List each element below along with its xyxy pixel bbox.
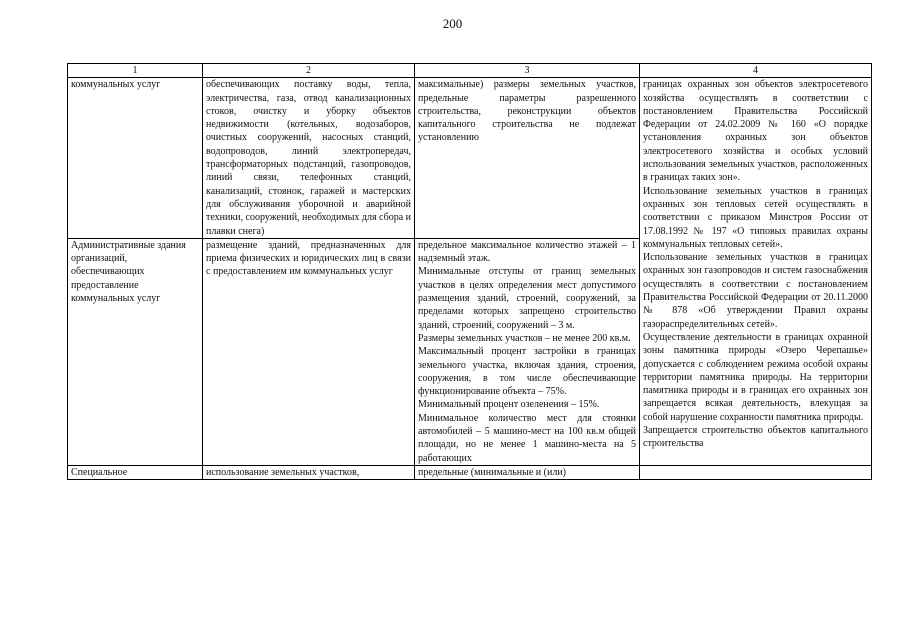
use-description-cell: размещение зданий, предназначенных для приема физических и юридических лиц в связи с предоставлением им коммунальных услуг	[203, 238, 415, 465]
use-type-cell: Специальное	[68, 465, 203, 479]
column-number-2: 2	[203, 64, 415, 78]
parameter-paragraph: Максимальный процент застройки в границах земельного участка, включая здания, строения, сооружения, в том числе обеспечивающие функционирование объекта – 75%.	[418, 346, 636, 398]
use-type-cell: Административные здания организаций, обеспечивающих предоставление коммунальных услуг	[68, 238, 203, 465]
parameters-cell: максимальные) размеры земельных участков, предельные параметры разрешенного строительства, реконструкции объектов капитального строительства не подлежат установлению	[415, 78, 640, 239]
restriction-paragraph: Использование земельных участков в границах охранных зон тепловых сетей осуществлять в соответствии с приказом Минстроя России от 17.08.1992 № 197 «О типовых правилах охраны коммунальных тепловых сетей».	[643, 185, 868, 250]
parameter-paragraph: Минимальное количество мест для стоянки автомобилей – 5 машино-мест на 100 кв.м общей площади, но не менее 1 машино-места на 5 работающих	[418, 412, 636, 464]
parameter-paragraph: Минимальные отступы от границ земельных участков в целях определения мест допустимого размещения зданий, строений, сооружений, за пределами которых запрещено строительство зданий, строений, сооружений – 3 м.	[418, 266, 636, 331]
zoning-table	[67, 63, 872, 480]
parameter-paragraph: Минимальный процент озеленения – 15%.	[418, 399, 600, 411]
use-description-cell: обеспечивающих поставку воды, тепла, электричества, газа, отвод канализационных стоков, очистку и уборку объектов недвижимости (котельных, водозаборов, очистных сооружений, насосных станций, водопроводов, линий электропередач, трансформаторных подстанций, газопроводов, линий связи, телефонных станций, канализаций, стоянок, гаражей и мастерских для обслуживания уборочной и аварийной техники, сооружений, необходимых для сбора и плавки снега)	[203, 78, 415, 239]
restrictions-cell	[640, 78, 872, 466]
restriction-paragraph: Осуществление деятельности в границах охранной зоны памятника природы «Озеро Черепашье» допускается с соблюдением режима особой охраны территории памятника природы. На территории памятника природы и в границах его охранных зон запрещается всякая деятельность, влекущая за собой нарушение сохранности памятника природы.	[643, 331, 868, 423]
table-header-row	[68, 64, 872, 78]
restriction-paragraph: Использование земельных участков в границах охранных зон газопроводов и систем газоснабжения осуществлять в соответствии с постановлением Правительства Российской Федерации от 20.11.2000 № 878 «Об утверждении Правил охраны газораспределительных сетей».	[643, 252, 868, 330]
column-number-3: 3	[415, 64, 640, 78]
parameter-paragraph: предельное максимальное количество этажей – 1 надземный этаж.	[418, 239, 636, 265]
use-description-cell: использование земельных участков,	[203, 465, 415, 479]
restrictions-cell	[640, 465, 872, 479]
parameters-cell: предельные (минимальные и (или)	[415, 465, 640, 479]
parameters-cell	[415, 238, 640, 465]
parameter-paragraph: Размеры земельных участков – не менее 200 кв.м.	[418, 332, 631, 344]
restriction-paragraph: Запрещается строительство объектов капитального строительства	[643, 425, 868, 450]
column-number-1: 1	[68, 64, 203, 78]
restriction-paragraph: границах охранных зон объектов электросетевого хозяйства осуществлять в соответствии с постановлением Правительства Российской Федерации от 24.02.2009 № 160 «О порядке установления охранных зон объектов электросетевого хозяйства и особых условий использования земельных участков, расположенных в границах таких зон».	[643, 79, 868, 184]
table-row	[68, 465, 872, 479]
column-number-4: 4	[640, 64, 872, 78]
use-type-cell: коммунальных услуг	[68, 78, 203, 239]
table-row	[68, 78, 872, 239]
page-number: 200	[442, 16, 463, 31]
